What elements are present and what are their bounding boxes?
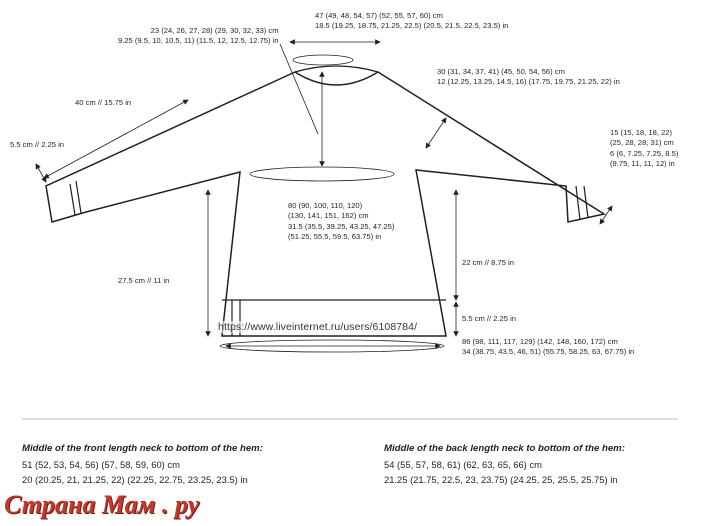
neck-width-label: 23 (24, 26, 27, 28) (29, 30, 32, 33) cm 9.25 (9.5, 10, 10.5, 11) (11.5, 12, 12.5, 12.75) in <box>118 26 279 46</box>
front-length-cm: 51 (52, 53, 54, 56) (57, 58, 59, 60) cm <box>22 459 180 470</box>
watermark-url: https://www.liveinternet.ru/users/6108784/ <box>218 321 418 333</box>
neck-leader <box>280 44 318 134</box>
chest-label: 80 (90, 100, 110, 120) (130, 141, 151, 162) cm 31.5 (35.5, 39.25, 43.25, 47.25) (51.25, 55.5, 59.5, 63.75) in <box>288 201 395 242</box>
upper-arm-label: 30 (31, 34, 37, 41) (45, 50, 54, 56) cm 12 (12.25, 13.25, 14.5, 16) (17.75, 19.75, 21.25, 22) in <box>437 67 620 87</box>
front-length-title: Middle of the front length neck to bottom of the hem: <box>22 443 263 454</box>
neck-measure-ellipse <box>293 55 353 65</box>
hem-width-label: 86 (98, 111, 117, 129) (142, 148, 160, 172) cm 34 (38.75, 43.5, 46, 51) (55.75, 58.25, 63, 67.75) in <box>462 337 635 357</box>
cuff-left-arrow <box>36 164 46 182</box>
left-cuff-ribbing <box>70 181 81 215</box>
cuff-right-label: 15 (15, 18, 18, 22) (25, 28, 28, 31) cm 6 (6, 7.25, 7.25, 8.5) (9.75, 11, 11, 12) in <box>610 128 679 169</box>
neckline <box>295 66 378 72</box>
body-length-label: 22 cm // 8.75 in <box>462 258 514 267</box>
back-length-in: 21.25 (21.75, 22.5, 23, 23.75) (24.25, 25, 25.5, 25.75) in <box>384 474 618 485</box>
right-cuff-ribbing <box>576 186 588 220</box>
front-length-in: 20 (20.25, 21, 21.25, 22) (22.25, 22.75, 23.25, 23.5) in <box>22 474 248 485</box>
sleeve-length-label: 40 cm // 15.75 in <box>75 98 132 107</box>
hem-depth-label: 5.5 cm // 2.25 in <box>462 314 517 323</box>
cuff-left-label: 5.5 cm // 2.25 in <box>10 140 65 149</box>
sleeve-length-arrow <box>44 100 188 178</box>
upper-arm-arrow <box>426 118 446 148</box>
side-length-label: 27.5 cm // 11 in <box>118 276 170 285</box>
site-logo: Страна Мам . ру <box>4 490 200 519</box>
chest-measure-ellipse <box>250 167 394 181</box>
back-length-title: Middle of the back length neck to bottom of the hem: <box>384 443 625 454</box>
back-length-cm: 54 (55, 57, 58, 61) (62, 63, 65, 66) cm <box>384 459 542 470</box>
top-width-label: 47 (49, 48, 54, 57) (52, 55, 57, 60) cm 18.5 (19.25, 18.75, 21.25, 22.5) (20.5, 21.5, 22.5, 23.5) in <box>315 11 509 31</box>
